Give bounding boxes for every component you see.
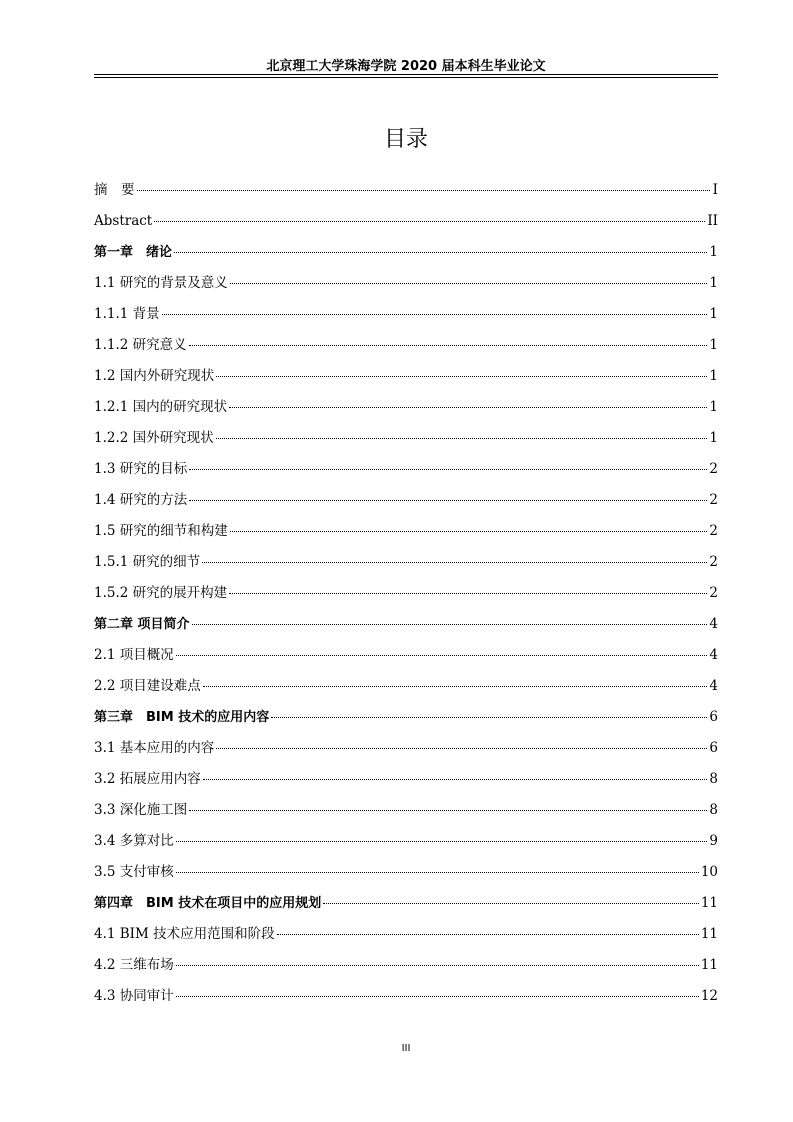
dot-leader	[176, 871, 699, 873]
toc-entry-page: 4	[709, 616, 718, 632]
toc-entry-page: 12	[700, 988, 718, 1004]
toc-entry-label: 3.2 拓展应用内容	[94, 771, 201, 787]
toc-entry[interactable]	[94, 739, 718, 770]
toc-entry[interactable]	[94, 460, 718, 491]
toc-entry[interactable]	[94, 212, 718, 243]
toc-entry-page: 2	[709, 554, 718, 570]
toc-entry[interactable]	[94, 274, 718, 305]
toc-entry-label: 1.3 研究的目标	[94, 461, 188, 477]
toc-entry-label: 1.2 国内外研究现状	[94, 368, 215, 384]
dot-leader	[192, 623, 708, 625]
toc-entry-label: 第二章 项目简介	[94, 617, 190, 632]
toc-entry-page: 11	[700, 926, 718, 942]
toc-entry-page: 11	[700, 895, 718, 911]
toc-entry-label: 2.2 项目建设难点	[94, 678, 201, 694]
toc-entry-page: 10	[700, 864, 718, 880]
toc-entry-page: 8	[709, 802, 718, 818]
dot-leader	[174, 251, 707, 253]
toc-entry[interactable]	[94, 925, 718, 956]
dot-leader	[203, 685, 708, 687]
dot-leader	[176, 995, 699, 997]
toc-entry-label: 第一章 绪论	[94, 245, 173, 260]
dot-leader	[229, 406, 707, 408]
toc-entry-label: 1.2.1 国内的研究现状	[94, 399, 228, 415]
dot-leader	[203, 778, 708, 780]
toc-entry-page: 2	[709, 523, 718, 539]
toc-entry[interactable]	[94, 646, 718, 677]
toc-entry[interactable]	[94, 956, 718, 987]
toc-entry-label: 4.2 三维布场	[94, 957, 174, 973]
dot-leader	[229, 592, 707, 594]
toc-entry-label: 1.2.2 国外研究现状	[94, 430, 214, 446]
toc-entry-label: 1.5.1 研究的细节	[94, 554, 201, 570]
toc-entry-page: 4	[709, 647, 718, 663]
dot-leader	[230, 530, 708, 532]
dot-leader	[176, 840, 708, 842]
dot-leader	[230, 282, 708, 284]
toc-entry[interactable]	[94, 584, 718, 615]
toc-entry-page: 11	[700, 957, 718, 973]
toc-entry[interactable]	[94, 336, 718, 367]
dot-leader	[176, 964, 699, 966]
toc-entry[interactable]	[94, 801, 718, 832]
toc-entry-label: 3.4 多算对比	[94, 833, 174, 849]
page-number: III	[401, 1043, 411, 1054]
toc-entry-page: 1	[709, 399, 718, 415]
toc-entry-label: 第三章 BIM 技术的应用内容	[94, 710, 270, 725]
toc-entry-page: 1	[709, 275, 718, 291]
toc-entry-label: 1.1.1 背景	[94, 306, 160, 322]
toc-entry-page: 2	[709, 585, 718, 601]
dot-leader	[137, 189, 711, 191]
toc-entry-label: 3.3 深化施工图	[94, 802, 188, 818]
toc-entry-label: 第四章 BIM 技术在项目中的应用规划	[94, 896, 322, 911]
toc-entry-page: 9	[709, 833, 718, 849]
toc-entry[interactable]	[94, 894, 718, 925]
toc-entry[interactable]	[94, 243, 718, 274]
toc-entry-page: 6	[709, 709, 718, 725]
toc-entry-label: 1.4 研究的方法	[94, 492, 188, 508]
toc-entry-label: 1.5.2 研究的展开构建	[94, 585, 228, 601]
running-header: 北京理工大学珠海学院 2020 届本科生毕业论文	[266, 59, 546, 74]
header-rule-thin	[94, 74, 718, 75]
toc-entry-label: Abstract	[94, 213, 153, 229]
dot-leader	[176, 654, 708, 656]
dot-leader	[277, 933, 699, 935]
toc-entry-page: 1	[709, 368, 718, 384]
toc-entry[interactable]	[94, 987, 718, 1018]
toc-entry-page: 2	[709, 461, 718, 477]
toc-entry-label: 3.1 基本应用的内容	[94, 740, 215, 756]
dot-leader	[162, 313, 708, 315]
toc-entry[interactable]	[94, 832, 718, 863]
toc-entry-label: 1.1 研究的背景及意义	[94, 275, 228, 291]
toc-entry-label: 1.1.2 研究意义	[94, 337, 187, 353]
dot-leader	[189, 468, 707, 470]
toc-entry-page: 4	[709, 678, 718, 694]
toc-entry-page: 1	[709, 244, 718, 260]
dot-leader	[189, 809, 707, 811]
toc-entry[interactable]	[94, 398, 718, 429]
dot-leader	[216, 437, 708, 439]
toc-entry-page: 2	[709, 492, 718, 508]
dot-leader	[202, 561, 707, 563]
toc-entry-label: 4.1 BIM 技术应用范围和阶段	[94, 926, 275, 942]
dot-leader	[189, 344, 708, 346]
toc-entry[interactable]	[94, 553, 718, 584]
toc-entry-label: 2.1 项目概况	[94, 647, 174, 663]
toc-entry-page: 8	[709, 771, 718, 787]
dot-leader	[154, 220, 705, 222]
toc-entry[interactable]	[94, 770, 718, 801]
toc-entry-page: 1	[709, 306, 718, 322]
toc-entry[interactable]	[94, 677, 718, 708]
table-of-contents	[94, 181, 718, 1018]
toc-entry-label: 4.3 协同审计	[94, 988, 174, 1004]
toc-entry-page: 1	[709, 430, 718, 446]
toc-entry[interactable]	[94, 708, 718, 739]
dot-leader	[216, 375, 707, 377]
header-rule-thick	[94, 77, 718, 78]
dot-leader	[216, 747, 707, 749]
toc-entry[interactable]	[94, 522, 718, 553]
dot-leader	[189, 499, 707, 501]
dot-leader	[271, 716, 707, 718]
toc-entry[interactable]	[94, 367, 718, 398]
toc-entry[interactable]	[94, 181, 718, 212]
toc-entry-label: 1.5 研究的细节和构建	[94, 523, 228, 539]
toc-entry-page: I	[712, 182, 718, 198]
toc-entry[interactable]	[94, 305, 718, 336]
toc-entry-label: 摘 要	[94, 182, 135, 198]
toc-entry[interactable]	[94, 863, 718, 894]
toc-entry-page: II	[707, 213, 718, 229]
toc-entry[interactable]	[94, 429, 718, 460]
page-title: 目录	[383, 127, 428, 152]
dot-leader	[323, 902, 699, 904]
toc-entry-label: 3.5 支付审核	[94, 864, 174, 880]
toc-entry[interactable]	[94, 615, 718, 646]
toc-entry-page: 6	[709, 740, 718, 756]
toc-entry[interactable]	[94, 491, 718, 522]
toc-entry-page: 1	[709, 337, 718, 353]
